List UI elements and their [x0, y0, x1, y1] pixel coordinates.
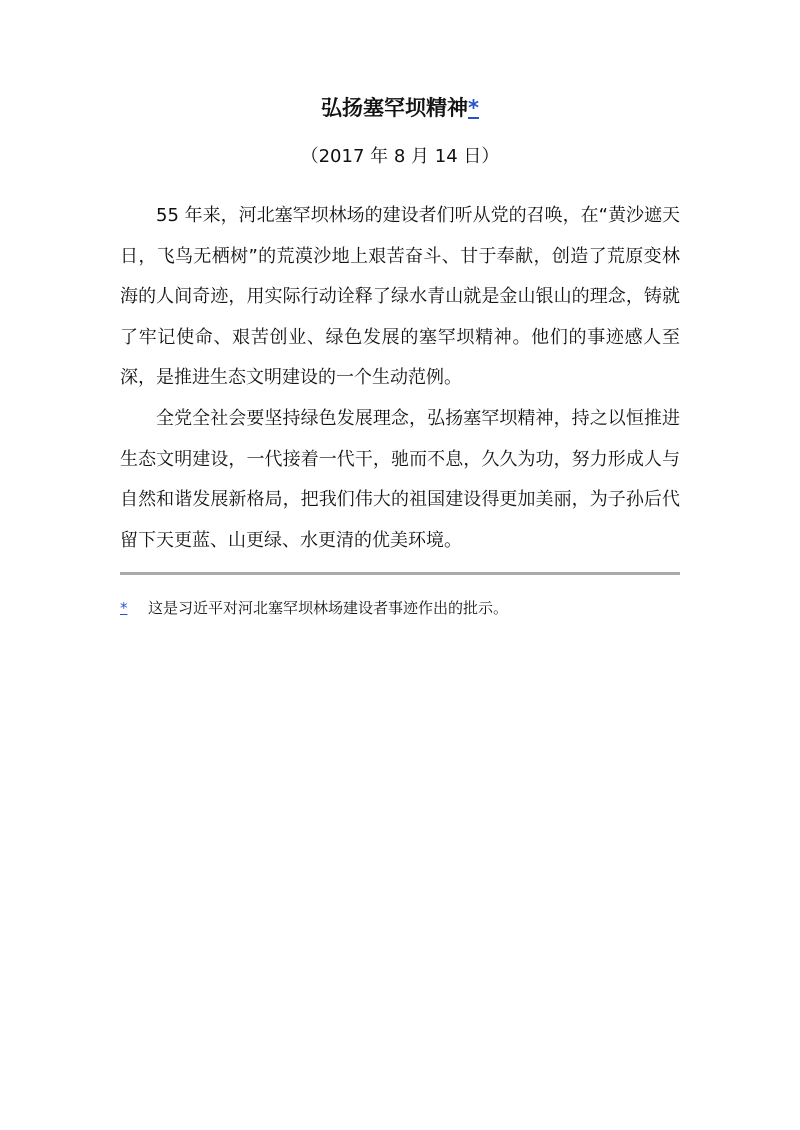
footnote [120, 596, 680, 620]
title-text: 弘扬塞罕坝精神 [321, 96, 468, 120]
document-body [120, 196, 680, 561]
footnote-divider [120, 572, 680, 575]
paragraph: 全党全社会要坚持绿色发展理念，弘扬塞罕坝精神，持之以恒推进生态文明建设，一代接着一代干，驰而不息，久久为功，努力形成人与自然和谐发展新格局，把我们伟大的祖国建设得更加美丽，为子孙后代留下天更蓝、山更绿、水更清的优美环境。 [120, 407, 680, 551]
footnote-backlink[interactable]: * [120, 599, 128, 617]
paragraph: 55 年来，河北塞罕坝林场的建设者们听从党的召唤，在“黄沙遮天日，飞鸟无栖树”的荒漠沙地上艰苦奋斗、甘于奉献，创造了荒原变林海的人间奇迹，用实际行动诠释了绿水青山就是金山银山的理念，铸就了牢记使命、艰苦创业、绿色发展的塞罕坝精神。他们的事迹感人至深，是推进生态文明建设的一个生动范例。 [120, 205, 680, 389]
document-title [120, 92, 680, 124]
document-date: （2017 年 8 月 14 日） [300, 146, 500, 167]
title-footnote-link[interactable]: * [468, 96, 479, 120]
footnote-text: 这是习近平对河北塞罕坝林场建设者事迹作出的批示。 [148, 599, 509, 617]
